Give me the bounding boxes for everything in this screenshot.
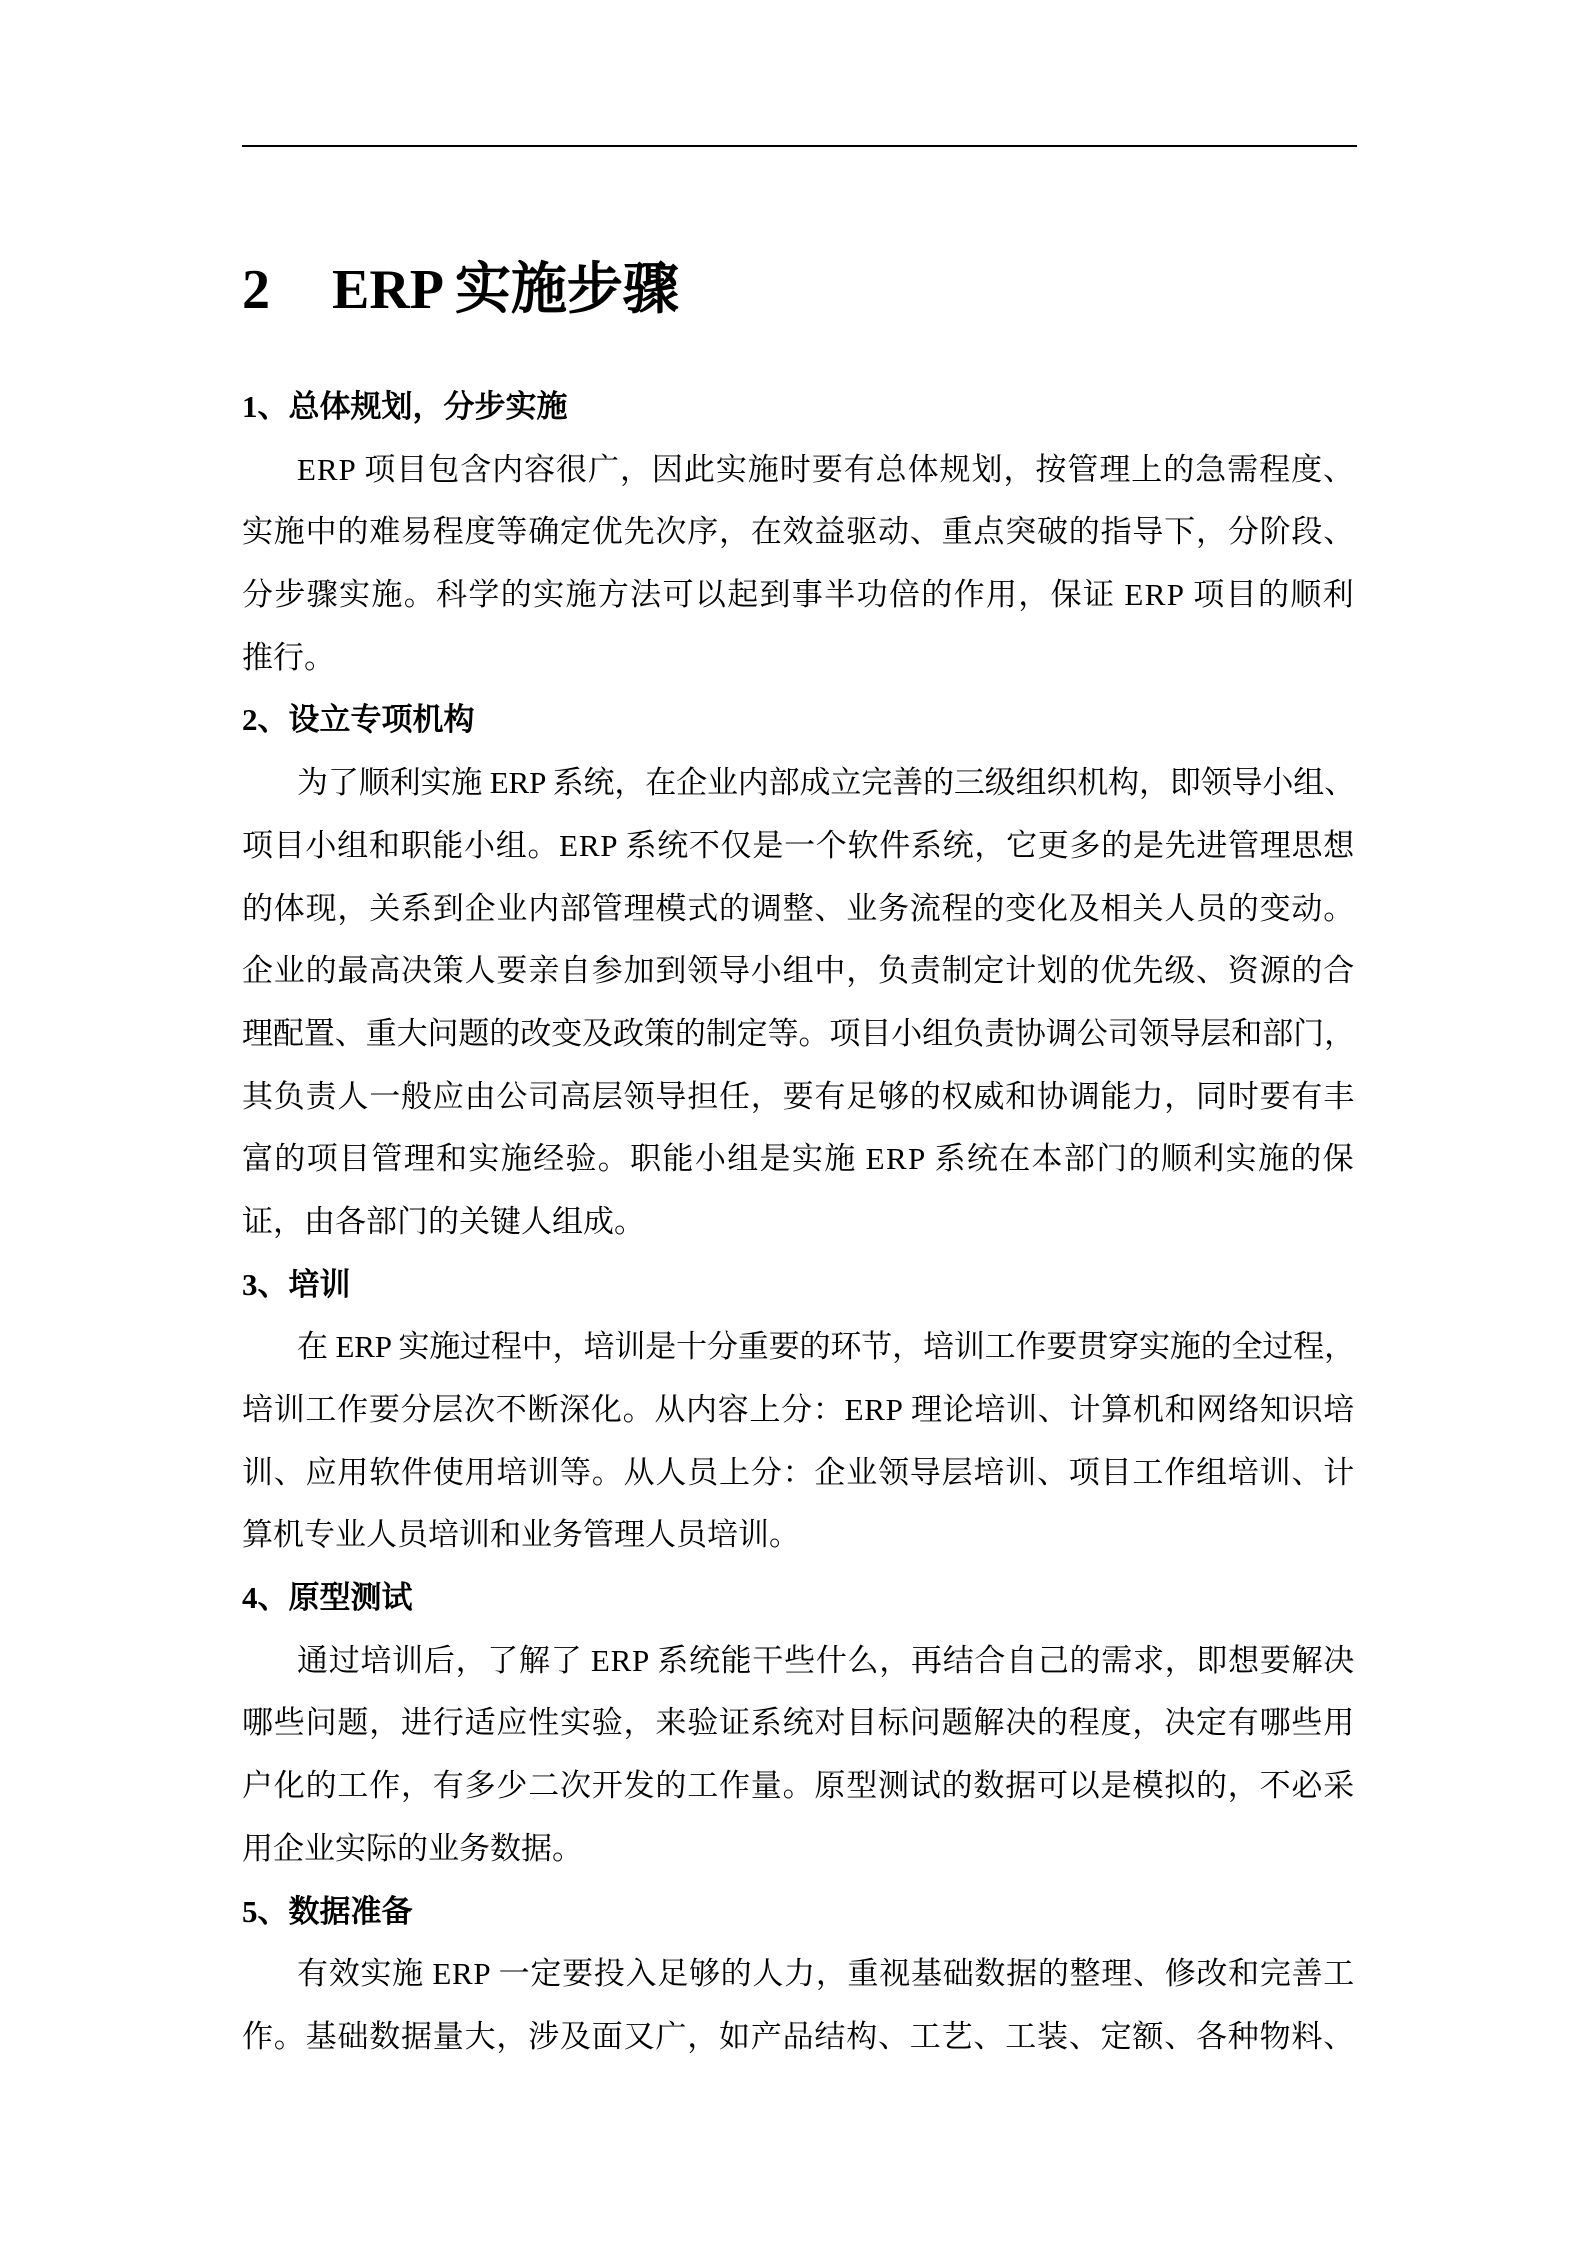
paragraph-line: 算机专业人员培训和业务管理人员培训。 (242, 1517, 800, 1553)
paragraph-line: 作。基础数据量大，涉及面又广，如产品结构、工艺、工装、定额、各种物料、 (242, 2018, 1355, 2054)
paragraph-line: 推行。 (242, 639, 335, 675)
paragraph-line: 实施中的难易程度等确定优先次序，在效益驱动、重点突破的指导下，分阶段、 (242, 514, 1355, 550)
paragraph-line: 用企业实际的业务数据。 (242, 1830, 583, 1866)
paragraph-line: 富的项目管理和实施经验。职能小组是实施 ERP 系统在本部门的顺利实施的保 (242, 1141, 1356, 1177)
header-rule (242, 145, 1357, 147)
paragraph-line: 在 ERP 实施过程中，培训是十分重要的环节，培训工作要贯穿实施的全过程， (297, 1329, 1355, 1365)
paragraph-line: 培训工作要分层次不断深化。从内容上分：ERP 理论培训、计算机和网络知识培 (242, 1392, 1355, 1427)
section-heading: 3、培训 (242, 1266, 351, 1302)
paragraph-line: 有效实施 ERP 一定要投入足够的人力，重视基础数据的整理、修改和完善工 (297, 1956, 1356, 1992)
paragraph-line: 通过培训后，了解了 ERP 系统能干些什么，再结合自己的需求，即想要解决 (297, 1642, 1356, 1678)
paragraph-line: 理配置、重大问题的改变及政策的制定等。项目小组负责协调公司领导层和部门， (242, 1015, 1356, 1051)
paragraph-line: 分步骤实施。科学的实施方法可以起到事半功倍的作用，保证 ERP 项目的顺利 (242, 577, 1356, 613)
chapter-title (242, 250, 679, 330)
paragraph-line: ERP 项目包含内容很广，因此实施时要有总体规划，按管理上的急需程度、 (297, 451, 1355, 487)
paragraph-line: 其负责人一般应由公司高层领导担任，要有足够的权威和协调能力，同时要有丰 (242, 1078, 1355, 1114)
paragraph-line: 企业的最高决策人要亲自参加到领导小组中，负责制定计划的优先级、资源的合 (242, 953, 1355, 989)
section-heading: 4、原型测试 (242, 1580, 413, 1616)
chapter-title-text: ERP 实施步骤 (332, 259, 679, 321)
paragraph-line: 的体现，关系到企业内部管理模式的调整、业务流程的变化及相关人员的变动。 (242, 890, 1355, 926)
paragraph-line: 为了顺利实施 ERP 系统，在企业内部成立完善的三级组织机构，即领导小组、 (297, 765, 1355, 801)
section-heading: 2、设立专项机构 (242, 702, 475, 738)
document-body (242, 376, 1357, 2069)
paragraph-line: 证，由各部门的关键人组成。 (242, 1203, 645, 1239)
chapter-number: 2 (242, 259, 270, 321)
section-heading: 1、总体规划，分步实施 (242, 389, 568, 424)
paragraph-line: 项目小组和职能小组。ERP 系统不仅是一个软件系统，它更多的是先进管理思想 (242, 827, 1355, 863)
paragraph-line: 哪些问题，进行适应性实验，来验证系统对目标问题解决的程度，决定有哪些用 (242, 1705, 1355, 1741)
section-heading: 5、数据准备 (242, 1893, 413, 1929)
paragraph-line: 训、应用软件使用培训等。从人员上分：企业领导层培训、项目工作组培训、计 (242, 1454, 1355, 1490)
paragraph-line: 户化的工作，有多少二次开发的工作量。原型测试的数据可以是模拟的，不必采 (242, 1768, 1355, 1804)
